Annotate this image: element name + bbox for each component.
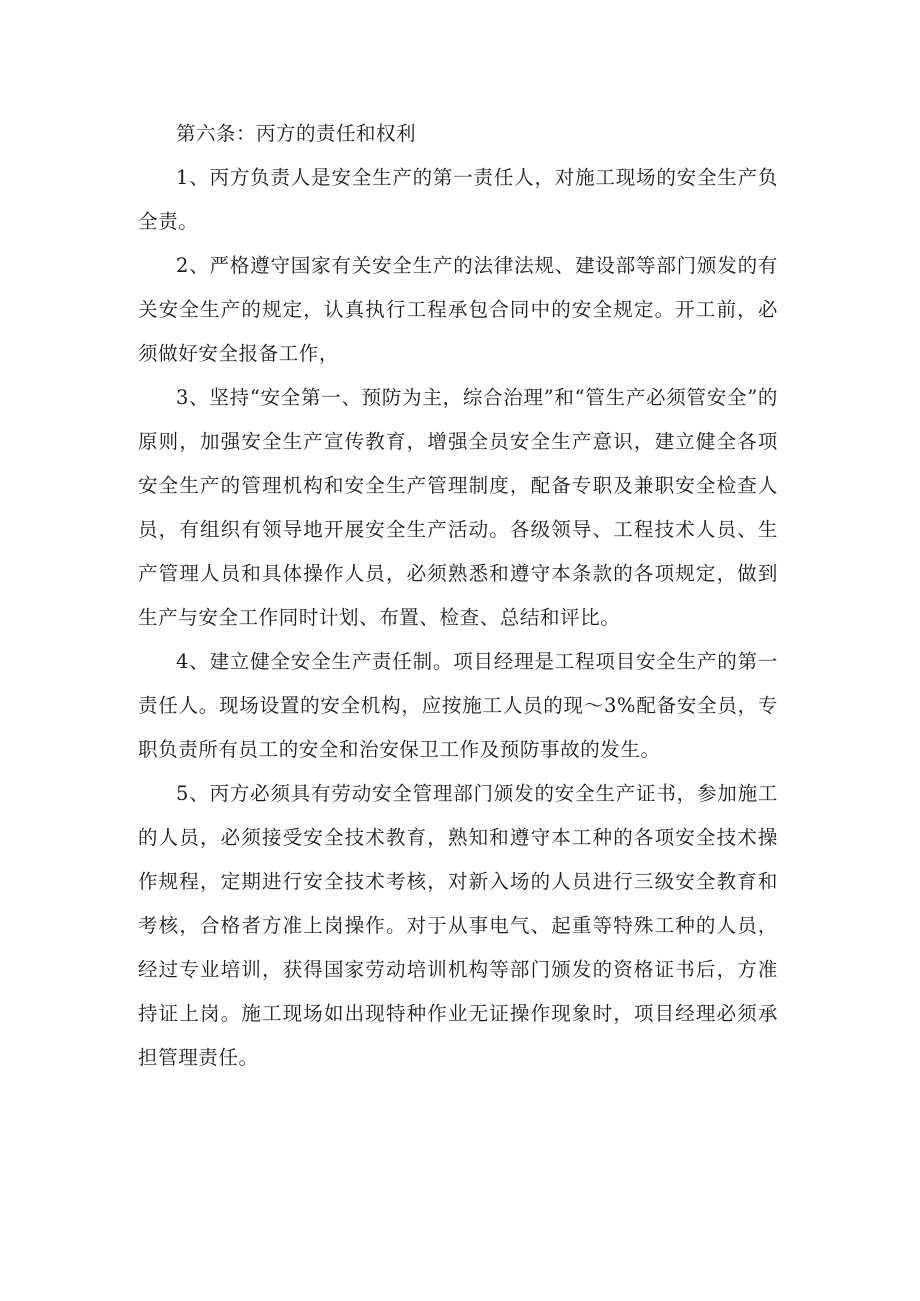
paragraph-5: 5、丙方必须具有劳动安全管理部门颁发的安全生产证书，参加施工的人员，必须接受安全技术教育，熟知和遵守本工种的各项安全技术操作规程，定期进行安全技术考核，对新入场的人员进行三级安全教育和考核，合格者方准上岗操作。对于从事电气、起重等特殊工种的人员，经过专业培训，获得国家劳动培训机构等部门颁发的资格证书后，方准持证上岗。施工现场如出现特种作业无证操作现象时，项目经理必须承担管理责任。 (138, 782, 778, 1069)
paragraph-4: 4、建立健全安全生产责任制。项目经理是工程项目安全生产的第一责任人。现场设置的安全机构，应按施工人员的现～3%配备安全员，专职负责所有员工的安全和治安保卫工作及预防事故的发生。 (138, 650, 778, 761)
article-heading: 第六条：丙方的责任和权利 (176, 122, 417, 145)
paragraph-1: 1、丙方负责人是安全生产的第一责任人，对施工现场的安全生产负全责。 (138, 166, 778, 233)
paragraph-2: 2、严格遵守国家有关安全生产的法律法规、建设部等部门颁发的有关安全生产的规定，认真执行工程承包合同中的安全规定。开工前，必须做好安全报备工作， (138, 254, 778, 365)
document-body (138, 112, 778, 1080)
paragraph-3: 3、坚持“安全第一、预防为主，综合治理”和“管生产必须管安全”的原则，加强安全生产宣传教育，增强全员安全生产意识，建立健全各项安全生产的管理机构和安全生产管理制度，配备专职及兼职安全检查人员，有组织有领导地开展安全生产活动。各级领导、工程技术人员、生产管理人员和具体操作人员，必须熟悉和遵守本条款的各项规定，做到生产与安全工作同时计划、布置、检查、总结和评比。 (138, 386, 778, 629)
